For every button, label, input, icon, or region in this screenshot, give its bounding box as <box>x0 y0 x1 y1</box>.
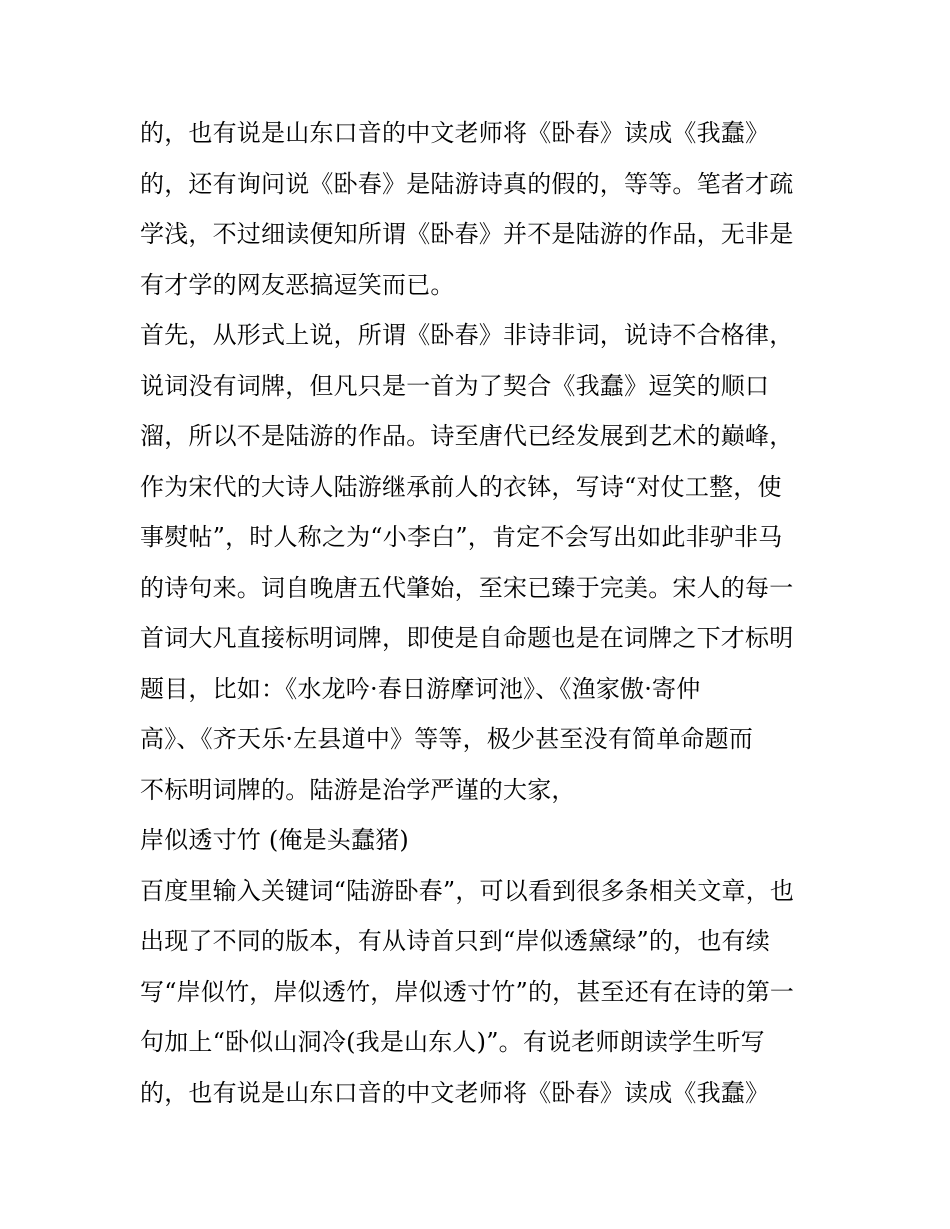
text-line: 的，还有询问说《卧春》是陆游诗真的假的，等等。笔者才疏 <box>140 169 794 198</box>
text-line: 百度里输入关键词“陆游卧春”，可以看到很多条相关文章，也 <box>140 876 795 905</box>
text-line: 写“岸似竹，岸似透竹，岸似透寸竹”的，甚至还有在诗的第一 <box>140 977 795 1006</box>
text-line: 首先，从形式上说，所谓《卧春》非诗非词，说诗不合格律， <box>140 321 794 349</box>
text-line: 首词大凡直接标明词牌，即使是自命题也是在词牌之下才标明 <box>140 624 794 652</box>
text-line: 出现了不同的版本，有从诗首只到“岸似透黛绿”的，也有续 <box>140 927 770 955</box>
text-line: 说词没有词牌，但凡只是一首为了契合《我蠢》逗笑的顺口 <box>140 371 770 400</box>
text-line: 的，也有说是山东口音的中文老师将《卧春》读成《我蠢》 <box>140 119 770 147</box>
text-line: 事熨帖”，时人称之为“小李白”，肯定不会写出如此非驴非马 <box>140 523 783 551</box>
text-line: 句加上“卧似山洞冷(我是山东人)”。有说老师朗读学生听写 <box>140 1028 765 1056</box>
text-line: 的诗句来。词自晚唐五代肇始，至宋已臻于完美。宋人的每一 <box>140 573 794 602</box>
text-line: 岸似透寸竹 (俺是头蠢猪) <box>140 826 409 854</box>
text-line: 高》、《齐天乐·左县道中》等等，极少甚至没有简单命题而 <box>140 725 754 753</box>
text-line: 不标明词牌的。陆游是治学严谨的大家， <box>140 775 576 804</box>
text-line: 作为宋代的大诗人陆游继承前人的衣钵，写诗“对仗工整，使 <box>140 472 782 501</box>
text-line: 的，也有说是山东口音的中文老师将《卧春》读成《我蠢》 <box>140 1078 770 1107</box>
text-line: 学浅，不过细读便知所谓《卧春》并不是陆游的作品，无非是 <box>140 220 794 248</box>
body-text <box>140 108 820 1118</box>
text-line: 溜，所以不是陆游的作品。诗至唐代已经发展到艺术的巅峰， <box>140 422 794 450</box>
text-line: 题目，比如：《水龙吟·春日游摩诃池》、《渔家傲·寄仲 <box>140 674 701 703</box>
text-line: 有才学的网友恶搞逗笑而已。 <box>140 270 455 299</box>
